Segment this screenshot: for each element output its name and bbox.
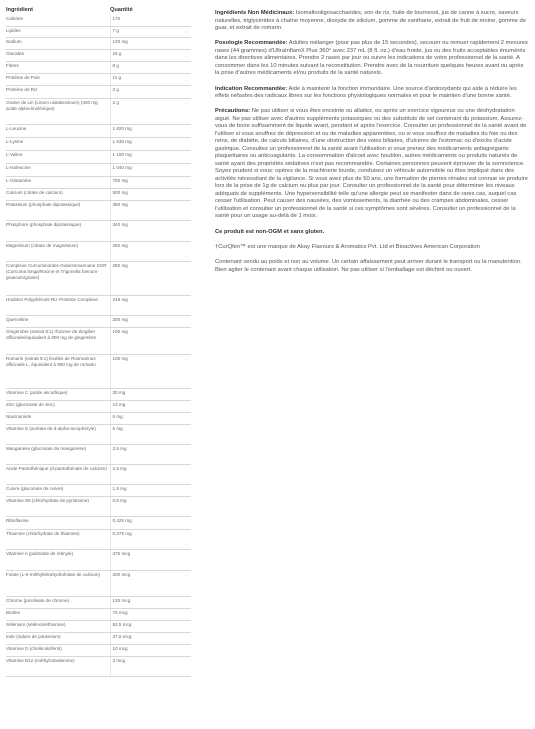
table-row: [6, 496, 191, 516]
ingredient-quantity: 2,5 mg: [110, 444, 191, 464]
table-row: [6, 220, 191, 241]
ingredient-name: Zinc (gluconate de zinc): [6, 400, 110, 412]
table-row: [6, 516, 191, 529]
ingredient-quantity: 11 g: [110, 73, 191, 85]
table-row: [6, 98, 191, 124]
table-row: [6, 163, 191, 176]
table-row: [6, 400, 191, 412]
ingredient-quantity: 0,375 mg: [110, 529, 191, 549]
table-row: [6, 644, 191, 656]
table-row: [6, 295, 191, 315]
table-row: [6, 608, 191, 620]
ingredient-name: Vitamine E (acétate de d-alpha-tocophéryle): [6, 424, 110, 444]
ingredient-name: Complexe Curcuminoïdes-Galactomannane SGR (Curcuma longa/Racine et Trigonella foenum-graecum/graine): [6, 261, 110, 295]
ingredient-quantity: 2,5 mg: [110, 464, 191, 484]
ingredient-quantity: 260 mg: [110, 241, 191, 261]
dosage-label: Posologie Recommandée:: [215, 40, 288, 47]
ingredient-name: Quercétine: [6, 315, 110, 327]
recommended-indication: [215, 86, 529, 101]
table-row: [6, 656, 191, 676]
table-row: [6, 315, 191, 327]
ingredient-quantity: 0,425 mg: [110, 516, 191, 529]
table-row: [6, 241, 191, 261]
table-row: [6, 261, 191, 295]
ingredient-quantity: 1 040 mg: [110, 163, 191, 176]
ingredient-quantity: 0,5 mg: [110, 496, 191, 516]
non-medicinal-ingredients: [215, 10, 529, 33]
table-row: [6, 176, 191, 188]
ingredients-table-body: [6, 15, 191, 676]
table-row: [6, 354, 191, 388]
ingredient-quantity: 16 g: [110, 49, 191, 61]
table-row: [6, 150, 191, 163]
ingredient-name: Biotine: [6, 608, 110, 620]
ingredient-quantity: 13 mg: [110, 400, 191, 412]
table-row: [6, 137, 191, 150]
ingredient-quantity: 5 mg: [110, 424, 191, 444]
trademark-note: †CurQfen™ est une marque de Akay Flavours & Aromatics Pvt. Ltd et Bioactives American Corporation: [215, 243, 480, 250]
table-row: [6, 620, 191, 632]
table-row: [6, 73, 191, 85]
ingredient-quantity: 7 g: [110, 26, 191, 37]
table-row: [6, 124, 191, 137]
ingredient-name: Niacinamide: [6, 412, 110, 424]
ingredient-name: Vitamine D (cholécalciférol): [6, 644, 110, 656]
non-medicinal-text: Isomaltooligosaccharides, son de riz, huile de tournesol, jus de canne à sucre, saveurs naturelles, triglycérides à chaîne moyenne, dioxyde de silicium, gomme de xanthane, extrait de fruit de moine, gomme de guar, et extrait de romarin.: [215, 10, 526, 31]
table-row: [6, 15, 191, 26]
ingredient-name: Iode (iodure de potassium): [6, 632, 110, 644]
ingredient-name: L-Leucine: [6, 124, 110, 137]
ingredient-name: Magnésium (citrate de magnésium): [6, 241, 110, 261]
header-ingredient: Ingrédient: [6, 6, 34, 13]
table-row: [6, 596, 191, 608]
ingredient-quantity: 2 g: [110, 98, 191, 124]
table-row: [6, 549, 191, 570]
ingredient-quantity: 340 mg: [110, 220, 191, 241]
ingredient-name: Cuivre (gluconate de cuivre): [6, 484, 110, 496]
table-row: [6, 464, 191, 484]
ingredient-name: Graine de Lin (Linum usitatissimum) (400 mg acide alpha-linolénique): [6, 98, 110, 124]
ingredient-name: L-Glutamine: [6, 176, 110, 188]
recommended-dosage: [215, 40, 529, 78]
ingredient-quantity: 120 mcg: [110, 596, 191, 608]
ingredient-name: Manganèse (gluconate de manganèse): [6, 444, 110, 464]
table-row: [6, 529, 191, 549]
ingredient-name: Protéine de Pois: [6, 73, 110, 85]
ingredient-name: Vitamine B6 (chlorhydrate de pyridoxine): [6, 496, 110, 516]
ingredient-name: Glucides: [6, 49, 110, 61]
table-row: [6, 37, 191, 49]
ingredient-name: Lipides: [6, 26, 110, 37]
ingredient-quantity: 350 mg: [110, 200, 191, 220]
ingredient-quantity: 248 mg: [110, 295, 191, 315]
ingredient-quantity: 120 mg: [110, 37, 191, 49]
ingredients-table: [6, 4, 191, 677]
ingredient-name: Acide Pantothénique (d-pantothénate de calcium): [6, 464, 110, 484]
ingredient-quantity: 52,5 mcg: [110, 620, 191, 632]
ingredient-quantity: 30 mg: [110, 388, 191, 400]
ingredient-quantity: 100 mg: [110, 354, 191, 388]
ingredient-quantity: 250 mg: [110, 261, 191, 295]
ingredient-quantity: 500 mg: [110, 188, 191, 200]
ingredient-name: Vitamine C (acide ascorbique): [6, 388, 110, 400]
non-medicinal-label: Ingrédients Non Médicinaux:: [215, 10, 295, 16]
dosage-text: Adultes mélanger (pour pas plus de 15 secondes), secouer ou remuer rapidement 2 mesures rases (44 grammes) d'UltraInflamX Plus 360° avec 237 mL (8 fl. oz.) d'eau froide, jus ou des fruits acceptables énumérés dans les directives alimentaires. Prendre 2 rases par jour ou suivre les indications de votre professionnel de la santé. A consommer dans les 10 minutes suivant la reconstitution. Prendre avec de la nourriture quelques heures avant ou après la prise d'autres médicaments et/ou produits de la santé naturels.: [215, 40, 528, 77]
ingredient-name: Gingembre (extrait 8:1) rhizome de Zingiber officinale/équivalent à 800 mg de gingembre: [6, 327, 110, 354]
table-row: [6, 61, 191, 73]
table-row: [6, 388, 191, 400]
ingredient-quantity: 100 mg: [110, 327, 191, 354]
ingredient-name: L-Isoleucine: [6, 163, 110, 176]
table-row: [6, 632, 191, 644]
ingredient-name: Folate (L-5-méthyltétrahydrofolate de calcium): [6, 570, 110, 596]
ingredient-name: Calories: [6, 15, 110, 26]
ingredient-name: Protéine de Riz: [6, 85, 110, 98]
table-row: [6, 85, 191, 98]
ingredient-name: Phosphore (phosphate dipotassique): [6, 220, 110, 241]
ingredient-name: Fibres: [6, 61, 110, 73]
table-header-row: [6, 4, 191, 15]
precautions-label: Précautions:: [215, 108, 251, 115]
product-info-column: [215, 10, 529, 282]
table-row: [6, 26, 191, 37]
ingredient-quantity: 8 g: [110, 61, 191, 73]
ingredient-quantity: 200 mg: [110, 315, 191, 327]
ingredient-name: L-Valine: [6, 150, 110, 163]
ingredient-name: Thiamine (chlorhydrate de thiamine): [6, 529, 110, 549]
table-row: [6, 424, 191, 444]
ingredient-quantity: 5 mg: [110, 412, 191, 424]
indication-label: Indication Recommandée:: [215, 85, 288, 92]
table-row: [6, 444, 191, 464]
ingredient-quantity: 1 630 mg: [110, 137, 191, 150]
ingredient-quantity: 1,5 mg: [110, 484, 191, 496]
precautions-text: Ne pas utiliser si vous êtes enceinte ou allaitez, ou après un exercice vigoureux ou une déshydratation aiguë. Ne pas utiliser avec d'autres suppléments potassiques ou des substituts de sel contenant du potassium. Assurez-vous de boire suffisamment de liquide avant, pendant et après l'exercice. Consulter un professionnel de la santé avant de l'utiliser si vous souffrez de dépression et ou de maladies apparentées, ou si vous souffrez de maladies du foie ou des reins, de diabète, de calculs biliaires, d'une obstruction des voies biliaires, d'ulcères de l'estomac ou d'excès d'acide gastrique. Consultez un professionnel de la santé avant l'utilisation si vous prenez des médicaments antiagrégants plaquettaires ou anticoagulants. La consommation d'alcool avec houblon, autres médicaments ou produits naturels de santé ayant des propriétés sédatives n'est pas recommandée. Certaines personnes peuvent éprouver de la somnolence. Soyez prudent si vous: opérez de la machinerie lourde, conduisez un véhicule automobile ou êtes impliqué dans des activités nécessitant de la vigilance. Si vous avez plus de 50 ans, une formation de pierres rénales est connue se produire lors de la prise de 1g de calcium ou plus par jour. Consulter un professionnel de la santé pour déterminer les niveaux adéquats de suppléments. Une hypersensibilité telle qu'une allergie peut se manifester dans de rares cas, auquel cas cesser l'utilisation. Peut causer des nausées, des vomissements, la diarrhée ou des crampes abdominales, cesser l'utilisation et consulter un professionnel de la santé si ces symptômes sont sévères. Consulter un professionnel de la santé pour un usage au-delà de 1 mois.: [215, 108, 528, 220]
ingredient-quantity: 170: [110, 15, 191, 26]
ingredient-name: Vitamine A (palmitate de rétinyle): [6, 549, 110, 570]
table-row: [6, 327, 191, 354]
ingredient-name: Riboflavine: [6, 516, 110, 529]
ingredient-quantity: 1 180 mg: [110, 150, 191, 163]
weight-note: Contenant vendu au poids et non au volume. Un certain affaissement peut arriver durant le transport ou la manutention. Bien agiter le contenant avant chaque utilisation. Ne pas utiliser si l'emballage est déchiré ou ouvert.: [215, 259, 522, 273]
ingredient-quantity: 750 mg: [110, 176, 191, 188]
ingredient-name: Potassium (phosphate dipotassique): [6, 200, 110, 220]
ingredient-quantity: 200 mcg: [110, 570, 191, 596]
table-row: [6, 49, 191, 61]
ingredient-quantity: 37,5 mcg: [110, 632, 191, 644]
ingredient-name: Chrome (picolinate de chrome): [6, 596, 110, 608]
indication-text: Aide à maintenir la fonction immunitaire. Une source d'antioxydants qui aide à réduire les effets néfastes des radicaux libres sur les fonctions physiologiques normales et pour le maintien d'une bonne santé.: [215, 85, 517, 100]
ingredient-quantity: 2 g: [110, 85, 191, 98]
ingredient-name: Romarin (extrait 9:1) feuilles de Rosmarinus officinalis L. équivalent à 900 mg de romarin: [6, 354, 110, 388]
ingredient-name: Sélénium (sélénométhionine): [6, 620, 110, 632]
ingredient-name: Sodium: [6, 37, 110, 49]
ingredient-name: L-Lysine: [6, 137, 110, 150]
non-gmo-statement: Ce produit est non-OGM et sans gluten.: [215, 228, 325, 235]
table-row: [6, 484, 191, 496]
ingredient-quantity: 1 820 mg: [110, 124, 191, 137]
ingredient-name: Vitamine B12 (méthylcobalamine): [6, 656, 110, 676]
table-row: [6, 570, 191, 596]
ingredient-name: Calcium (citrate de calcium): [6, 188, 110, 200]
header-quantity: Quantité: [110, 6, 133, 13]
table-row: [6, 200, 191, 220]
table-row: [6, 188, 191, 200]
ingredient-quantity: 10 mcg: [110, 644, 191, 656]
table-row: [6, 412, 191, 424]
ingredient-quantity: 75 mcg: [110, 608, 191, 620]
ingredient-quantity: 375 mcg: [110, 549, 191, 570]
precautions: [215, 108, 529, 221]
ingredient-quantity: 3 mcg: [110, 656, 191, 676]
ingredient-name: Houblon Polyphénols-Riz Protéine Complexe: [6, 295, 110, 315]
